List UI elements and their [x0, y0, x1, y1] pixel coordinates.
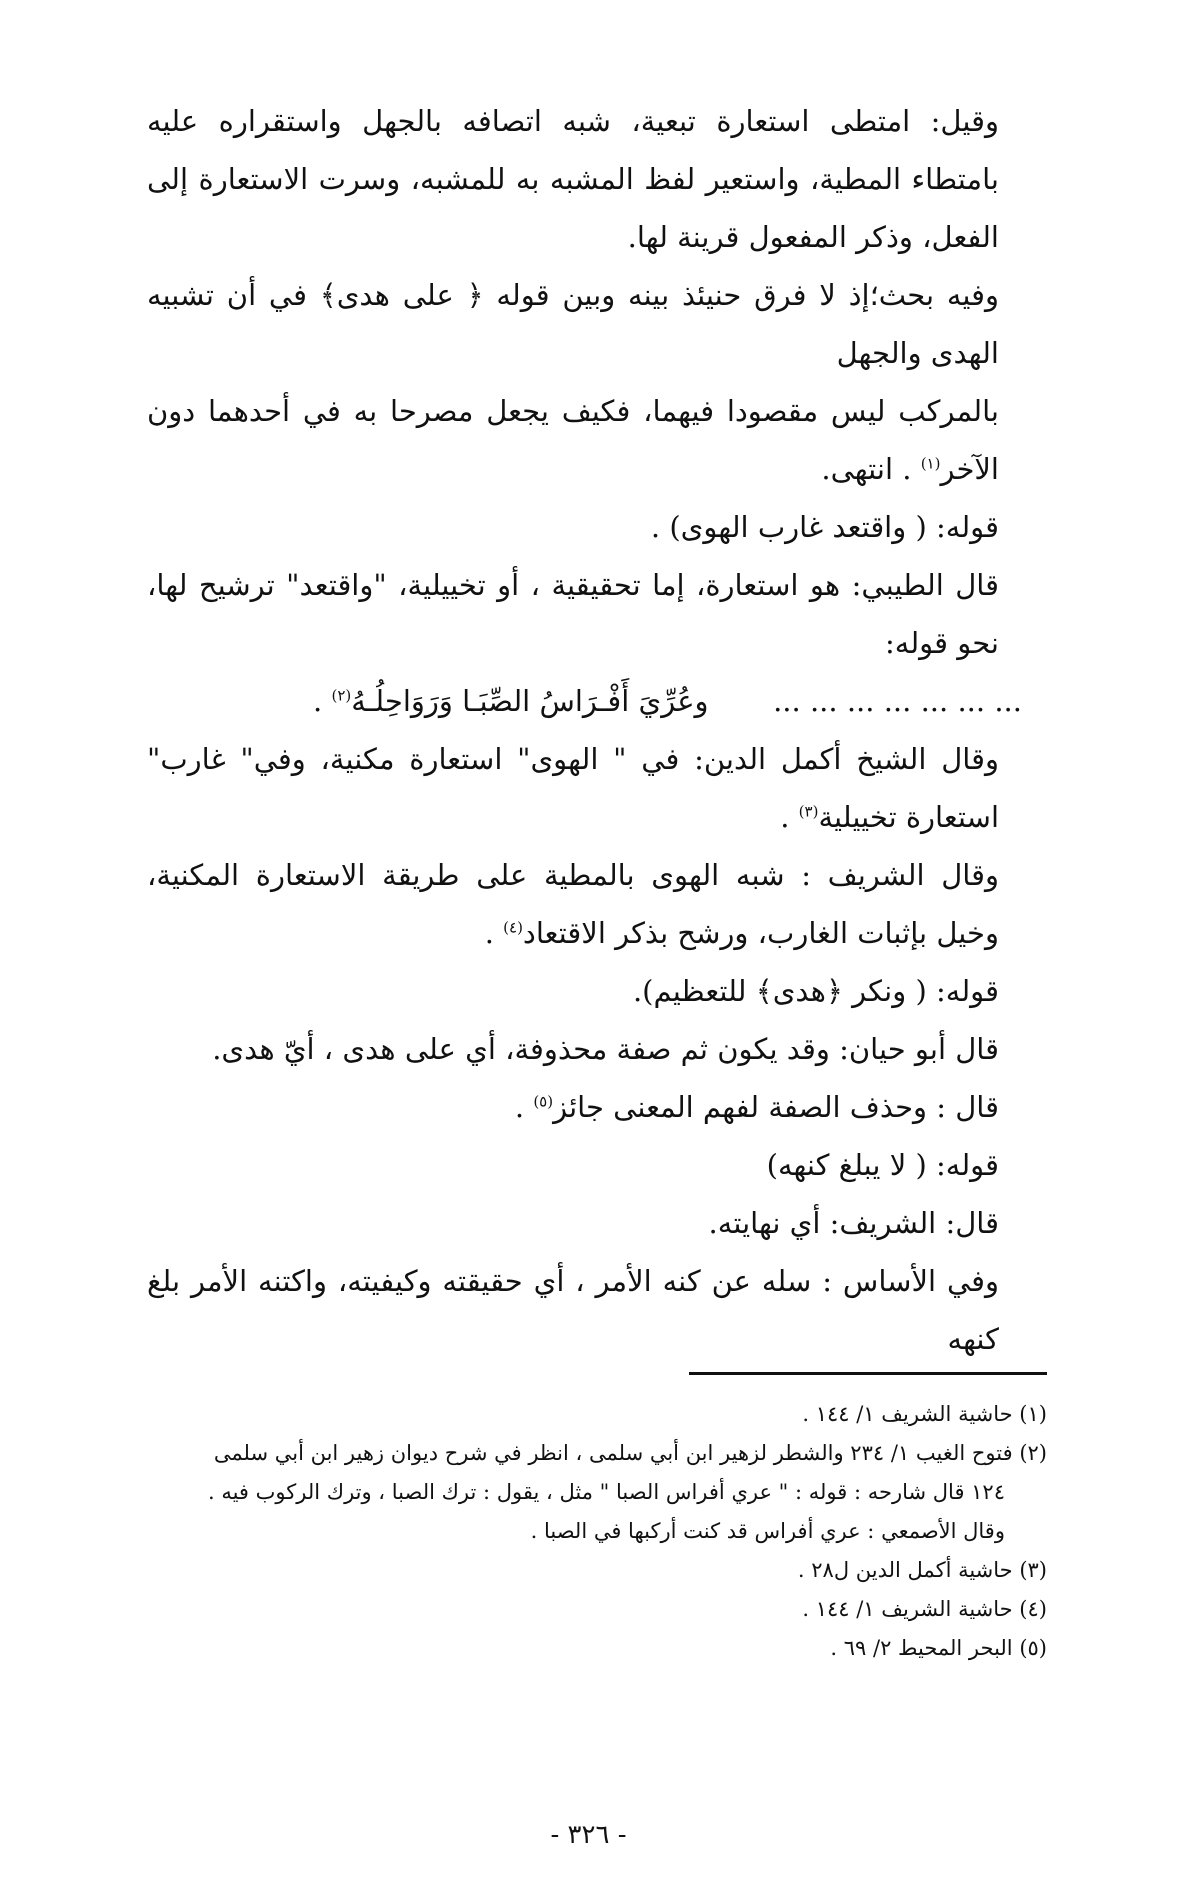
- paragraph-8: قوله: ( ونكر ﴿هدى﴾ للتعظيم).: [632, 974, 999, 1008]
- footnote-ref-1[interactable]: (١): [920, 454, 941, 473]
- footnote-1: (١) حاشية الشريف ١/ ١٤٤ .: [802, 1402, 1047, 1426]
- paragraph-6-text: وقال الشيخ أكمل الدين: في " الهوى" استعارة مكنية، وفي" غارب" استعارة تخييلية: [147, 742, 999, 834]
- footnote-ref-4[interactable]: (٤): [503, 918, 523, 937]
- paragraph-7: [147, 846, 1047, 962]
- paragraph-2: وفيه بحث؛إذ لا فرق حنيئذ بينه وبين قوله ﴿ على هدى﴾ في أن تشبيه الهدى والجهل: [147, 278, 999, 370]
- paragraph-13: وفي الأساس : سله عن كنه الأمر ، أي حقيقته وكيفيته، واكتنه الأمر بلغ كنهه: [147, 1264, 999, 1356]
- paragraph-7-text: وقال الشريف : شبه الهوى بالمطية على طريقة الاستعارة المكنية، وخيل بإثبات الغارب، ورشح بذكر الاقتعاد: [147, 858, 999, 950]
- paragraph-10: [147, 1078, 1047, 1136]
- paragraph-6: [147, 730, 1047, 846]
- verse-dots: ... ... ... ... ... ... ...: [773, 684, 1022, 718]
- paragraph-4: قوله: ( واقتعد غارب الهوى) .: [650, 510, 999, 544]
- paragraph-9: قال أبو حيان: وقد يكون ثم صفة محذوفة، أي على هدى ، أيّ هدى.: [212, 1032, 999, 1066]
- footnote-ref-3[interactable]: (٣): [798, 802, 819, 821]
- footnote-3: (٣) حاشية أكمل الدين ل٢٨ .: [797, 1558, 1047, 1582]
- paragraph-10-end: .: [514, 1090, 534, 1124]
- paragraph-3-text: بالمركب ليس مقصودا فيهما، فكيف يجعل مصرحا به في أحدهما دون الآخر: [147, 394, 999, 486]
- verse-end: .: [313, 684, 332, 718]
- footnote-ref-5[interactable]: (٥): [533, 1092, 554, 1111]
- paragraph-6-end: .: [780, 800, 799, 834]
- footnote-5: (٥) البحر المحيط ٢/ ٦٩ .: [830, 1636, 1047, 1660]
- paragraph-3-end: . انتهى.: [821, 452, 921, 486]
- footnote-4: (٤) حاشية الشريف ١/ ١٤٤ .: [802, 1597, 1047, 1621]
- verse-text: وعُرِّيَ أَفْـرَاسُ الصِّبَـا وَرَوَاحِلُـهُ: [351, 684, 709, 718]
- page-number: - ٣٢٦ -: [550, 1820, 627, 1850]
- paragraph-10-text: قال : وحذف الصفة لفهم المعنى جائز: [553, 1090, 999, 1124]
- paragraph-5: قال الطيبي: هو استعارة، إما تحقيقية ، أو تخييلية، "واقتعد" ترشيح لها، نحو قوله:: [147, 568, 999, 660]
- paragraph-11: قوله: ( لا يبلغ كنهه): [766, 1148, 999, 1182]
- paragraph-12: قال: الشريف: أي نهايته.: [708, 1206, 999, 1240]
- paragraph-7-end: .: [484, 916, 504, 950]
- main-text: [147, 92, 1047, 1368]
- verse-line: [147, 672, 1047, 730]
- paragraph-1: وقيل: امتطى استعارة تبعية، شبه اتصافه بالجهل واستقراره عليه بامتطاء المطية، واستعير لفظ المشبه به للمشبه، وسرت الاستعارة إلى الفعل، وذكر المفعول قرينة لها.: [147, 104, 999, 254]
- paragraph-3: [147, 382, 1047, 498]
- footnote-divider: [689, 1372, 1047, 1375]
- footnote-2: (٢) فتوح الغيب ١/ ٢٣٤ والشطر لزهير ابن أبي سلمى ، انظر في شرح ديوان زهير ابن أبي سلمى: [213, 1441, 1047, 1465]
- footnote-2-continuation-1: ١٢٤ قال شارحه : قوله : " عري أفراس الصبا " مثل ، يقول : ترك الصبا ، وترك الركوب فيه .: [207, 1480, 1005, 1504]
- footnote-2-continuation-2: وقال الأصمعي : عري أفراس قد كنت أركبها في الصبا .: [530, 1519, 1005, 1543]
- footnote-ref-2[interactable]: (٢): [331, 686, 352, 705]
- footnotes: [147, 1395, 1047, 1668]
